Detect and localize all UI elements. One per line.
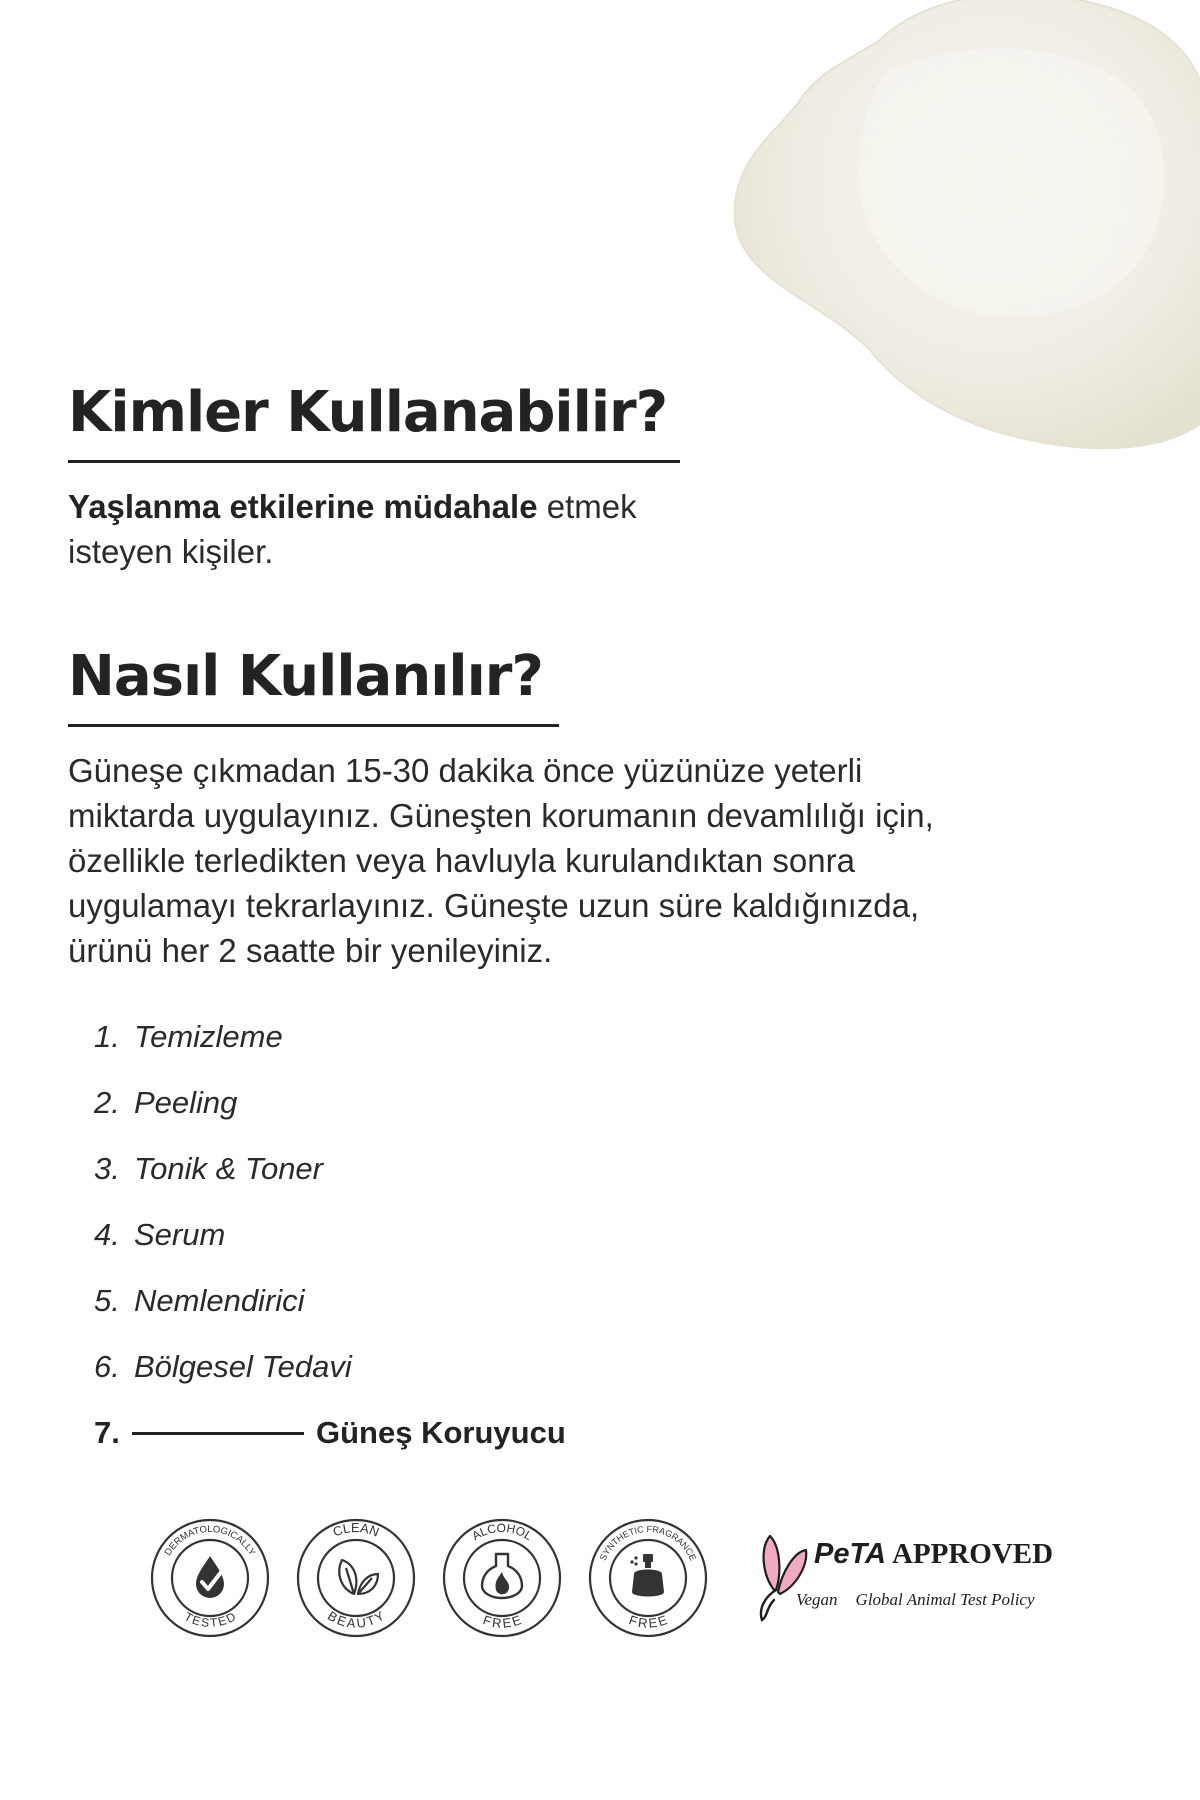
peta-brand: PeTA: [814, 1538, 886, 1570]
dermatologically-tested-badge: [150, 1518, 270, 1638]
how-text-line: Güneşe çıkmadan 15-30 dakika önce yüzünüze yeterli: [68, 752, 863, 789]
title-underline: [68, 724, 559, 727]
who-text-line2: isteyen kişiler.: [68, 533, 274, 570]
flask-flame-icon: [482, 1554, 522, 1598]
peta-approved-logo: [748, 1530, 1058, 1630]
peta-subtitle: [796, 1590, 1035, 1610]
who-can-use-text: [68, 484, 637, 574]
step-item: [94, 1202, 566, 1268]
badge-bottom-text: BEAUTY: [325, 1607, 387, 1631]
who-bold-text: Yaşlanma etkilerine müdahale: [68, 488, 538, 525]
badge-bottom-text: TESTED: [181, 1609, 238, 1630]
badge-top-text: SYNTHETIC FRAGRANCE: [597, 1523, 699, 1563]
title-underline: [68, 460, 680, 463]
how-text-line: ürünü her 2 saatte bir yenileyiniz.: [68, 932, 553, 969]
step-number: 2.: [94, 1085, 120, 1120]
perfume-bottle-icon: [630, 1554, 664, 1597]
badge-top-text: CLEAN: [330, 1519, 382, 1540]
alcohol-free-badge: [442, 1518, 562, 1638]
step-label: Bölgesel Tedavi: [134, 1349, 352, 1384]
step-item: [94, 1136, 566, 1202]
step-item: [94, 1004, 566, 1070]
peta-approved-title: [814, 1538, 1053, 1571]
how-text-line: uygulamayı tekrarlayınız. Güneşte uzun süre kaldığınızda,: [68, 887, 920, 924]
how-text-line: miktarda uygulayınız. Güneşten korumanın devamlılığı için,: [68, 797, 934, 834]
cream-texture-image: [700, 0, 1200, 460]
how-to-use-title: Nasıl Kullanılır?: [68, 644, 543, 709]
step-number: 1.: [94, 1019, 120, 1054]
step-label: Temizleme: [134, 1019, 283, 1054]
peta-vegan: Vegan: [796, 1590, 838, 1609]
step-number: 7.: [94, 1415, 120, 1450]
step-dash-line: [132, 1432, 304, 1435]
step-label: Nemlendirici: [134, 1283, 305, 1318]
step-label: Güneş Koruyucu: [316, 1415, 566, 1450]
step-label: Peeling: [134, 1085, 238, 1120]
peta-approved-word: APPROVED: [891, 1538, 1054, 1570]
bunny-ears-icon: [748, 1530, 812, 1630]
badge-top-text: DERMATOLOGICALLY: [162, 1524, 258, 1558]
synthetic-fragrance-free-badge: [588, 1518, 708, 1638]
step-number: 5.: [94, 1283, 120, 1318]
step-number: 6.: [94, 1349, 120, 1384]
step-label: Tonik & Toner: [134, 1151, 323, 1186]
certification-badges: [150, 1518, 708, 1638]
who-text-continue: etmek: [537, 488, 637, 525]
clean-beauty-badge: [296, 1518, 416, 1638]
step-label: Serum: [134, 1217, 226, 1252]
drop-check-icon: [196, 1556, 224, 1598]
who-can-use-title: Kimler Kullanabilir?: [68, 380, 668, 445]
how-text-line: özellikle terledikten veya havluyla kurulandıktan sonra: [68, 842, 855, 879]
step-item-highlighted: [94, 1400, 566, 1466]
badge-bottom-text: FREE: [627, 1612, 669, 1631]
step-item: [94, 1334, 566, 1400]
leaf-icon: [339, 1560, 378, 1594]
badge-top-text: ALCOHOL: [469, 1520, 535, 1544]
step-number: 3.: [94, 1151, 120, 1186]
routine-steps-list: [94, 1004, 566, 1466]
badge-bottom-text: FREE: [481, 1612, 523, 1631]
step-number: 4.: [94, 1217, 120, 1252]
peta-policy: Global Animal Test Policy: [855, 1590, 1035, 1609]
how-to-use-text: [68, 748, 934, 973]
step-item: [94, 1070, 566, 1136]
step-item: [94, 1268, 566, 1334]
